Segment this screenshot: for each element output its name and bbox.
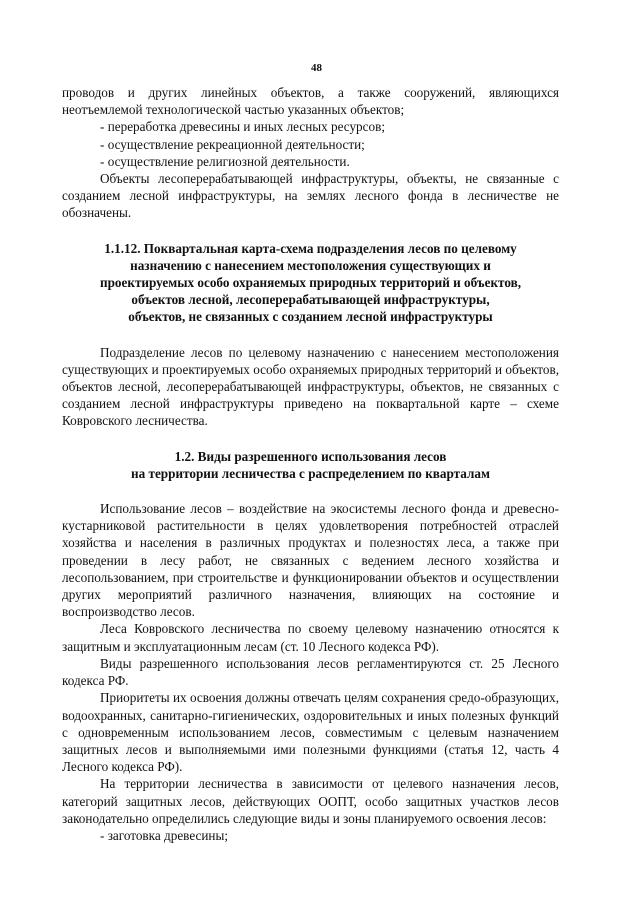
paragraph-continuation: проводов и других линейных объектов, а также сооружений, являющихся неотъемлемой технологической частью указанных объектов; xyxy=(62,85,559,118)
heading-line: 1.2. Виды разрешенного использования лесов xyxy=(174,448,447,464)
paragraph: Приоритеты их освоения должны отвечать целям сохранения средо-образующих, водоохранных, санитарно-гигиенических, оздоровительных и иных полезных функций с одновременным использованием лесов, совместимым с целевым назначением защитных лесов и выполняемыми ими полезными функциями (статья 12, часть 4 Лесного кодекса РФ). xyxy=(62,690,559,775)
heading-line: 1.1.12. Поквартальная карта-схема подразделения лесов по целевому xyxy=(104,240,517,256)
paragraph: Использование лесов – воздействие на экосистемы лесного фонда и древесно-кустарниковой растительности в целях удовлетворения потребностей отраслей хозяйства и населения в различных продуктах и полезностях леса, а также при проведении в лесу работ, не связанных с ведением лесного хозяйства и лесопользованием, при строительстве и функционировании объектов и осуществлении других мероприятий различного назначения, влияющих на состояние и воспроизводство лесов. xyxy=(62,501,559,620)
paragraph: На территории лесничества в зависимости от целевого назначения лесов, категорий защитных лесов, действующих ООПТ, особо защитных участков лесов законодательно определились следующие виды и зоны планируемого освоения лесов: xyxy=(62,776,559,826)
heading-line: на территории лесничества с распределением по кварталам xyxy=(130,465,490,481)
section-heading-1-1-12 xyxy=(62,240,559,326)
paragraph: Виды разрешенного использования лесов регламентируются ст. 25 Лесного кодекса РФ. xyxy=(62,655,559,689)
document-body xyxy=(62,84,559,844)
heading-line: объектов лесной, лесоперерабатывающей инфраструктуры, xyxy=(131,292,490,308)
list-item: - осуществление рекреационной деятельности; xyxy=(100,136,365,152)
heading-line: назначению с нанесением местоположения существующих и xyxy=(130,257,491,273)
paragraph: Подразделение лесов по целевому назначению с нанесением местоположения существующих и проектируемых особо охраняемых природных территорий и объектов, объектов лесной, лесоперерабатывающей инфраструктуры, объектов, не связанных с созданием лесной инфраструктуры приведено на поквартальной карте – схеме Ковровского лесничества. xyxy=(62,344,559,429)
page-number: 48 xyxy=(311,62,322,74)
heading-line: объектов, не связанных с созданием лесной инфраструктуры xyxy=(128,309,493,325)
list-item: - переработка древесины и иных лесных ресурсов; xyxy=(100,119,385,135)
list-item: - заготовка древесины; xyxy=(100,827,228,843)
paragraph: Леса Ковровского лесничества по своему целевому назначению относятся к защитным и эксплуатационным лесам (ст. 10 Лесного кодекса РФ). xyxy=(62,621,559,654)
section-heading-1-2 xyxy=(62,448,559,482)
list-item: - осуществление религиозной деятельности. xyxy=(100,153,350,169)
paragraph: Объекты лесоперерабатывающей инфраструктуры, объекты, не связанные с созданием лесной инфраструктуры, на землях лесного фонда в лесничестве не обозначены. xyxy=(62,171,559,221)
heading-line: проектируемых особо охраняемых природных территорий и объектов, xyxy=(99,275,522,291)
